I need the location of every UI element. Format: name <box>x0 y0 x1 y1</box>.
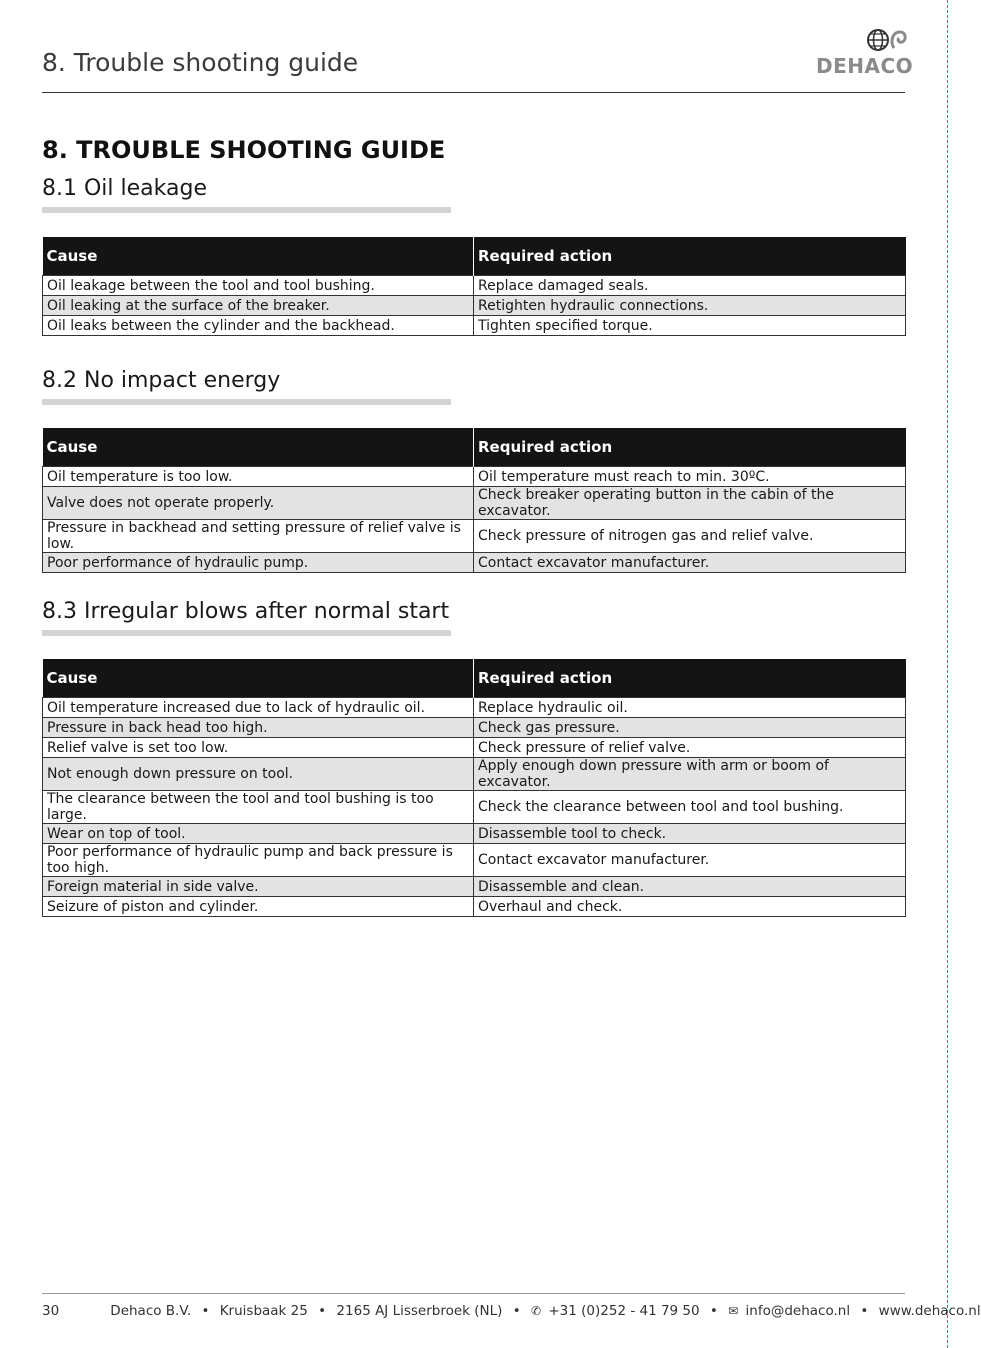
page-header-title: 8. Trouble shooting guide <box>42 48 359 77</box>
header-divider <box>42 92 905 93</box>
cause-cell: Pressure in backhead and setting pressure of relief valve is low. <box>43 520 474 553</box>
cause-cell: Wear on top of tool. <box>43 824 474 844</box>
table-row <box>43 791 906 824</box>
footer-company: Dehaco B.V. <box>110 1303 192 1319</box>
table-row <box>43 844 906 877</box>
table-row <box>43 296 906 316</box>
dehaco-logo <box>816 26 914 78</box>
cause-cell: Seizure of piston and cylinder. <box>43 897 474 917</box>
table-row <box>43 316 906 336</box>
footer-street: Kruisbaak 25 <box>219 1303 308 1319</box>
column-header-required-action: Required action <box>474 659 906 698</box>
cause-cell: Pressure in back head too high. <box>43 718 474 738</box>
action-cell: Replace hydraulic oil. <box>474 698 906 718</box>
table-row <box>43 276 906 296</box>
page-number: 30 <box>42 1303 60 1319</box>
footer-city: 2165 AJ Lisserbroek (NL) <box>336 1303 503 1319</box>
cause-cell: Relief valve is set too low. <box>43 738 474 758</box>
action-cell: Contact excavator manufacturer. <box>474 553 906 573</box>
action-cell: Check the clearance between tool and tool bushing. <box>474 791 906 824</box>
envelope-icon: ✉ <box>728 1304 739 1318</box>
column-header-required-action: Required action <box>474 428 906 467</box>
cause-cell: Poor performance of hydraulic pump and back pressure is too high. <box>43 844 474 877</box>
column-header-required-action: Required action <box>474 237 906 276</box>
column-header-cause: Cause <box>43 237 474 276</box>
action-cell: Retighten hydraulic connections. <box>474 296 906 316</box>
action-cell: Oil temperature must reach to min. 30ºC. <box>474 467 906 487</box>
footer-website[interactable]: www.dehaco.nl <box>878 1303 981 1319</box>
table-row <box>43 698 906 718</box>
section-title-oil-leakage: 8.1 Oil leakage <box>42 176 207 201</box>
action-cell: Check gas pressure. <box>474 718 906 738</box>
cause-cell: Foreign material in side valve. <box>43 877 474 897</box>
cause-cell: Oil leakage between the tool and tool bushing. <box>43 276 474 296</box>
footer-separator: • <box>512 1303 521 1319</box>
logo-wordmark: DEHACO <box>816 54 914 78</box>
action-cell: Apply enough down pressure with arm or boom of excavator. <box>474 758 906 791</box>
cause-cell: Oil temperature is too low. <box>43 467 474 487</box>
footer-email[interactable]: info@dehaco.nl <box>745 1303 851 1319</box>
footer-separator: • <box>860 1303 869 1319</box>
cause-cell: Poor performance of hydraulic pump. <box>43 553 474 573</box>
cause-cell: Valve does not operate properly. <box>43 487 474 520</box>
table-no-impact-energy <box>42 428 906 573</box>
table-row <box>43 897 906 917</box>
action-cell: Contact excavator manufacturer. <box>474 844 906 877</box>
section-underline-bar <box>42 399 451 405</box>
section-underline-bar <box>42 207 451 213</box>
action-cell: Overhaul and check. <box>474 897 906 917</box>
table-header-row <box>43 659 906 698</box>
table-irregular-blows <box>42 659 906 917</box>
section-title-irregular-blows: 8.3 Irregular blows after normal start <box>42 599 450 624</box>
cause-cell: Oil leaks between the cylinder and the backhead. <box>43 316 474 336</box>
action-cell: Check breaker operating button in the cabin of the excavator. <box>474 487 906 520</box>
action-cell: Replace damaged seals. <box>474 276 906 296</box>
table-row <box>43 738 906 758</box>
table-row <box>43 467 906 487</box>
main-title: 8. TROUBLE SHOOTING GUIDE <box>42 136 446 164</box>
column-header-cause: Cause <box>43 659 474 698</box>
section-underline-bar <box>42 630 451 636</box>
table-oil-leakage <box>42 237 906 336</box>
table-row <box>43 487 906 520</box>
cause-cell: Oil temperature increased due to lack of hydraulic oil. <box>43 698 474 718</box>
footer-divider <box>42 1293 905 1294</box>
page-edge-dashed-line <box>947 0 948 1348</box>
cause-cell: Not enough down pressure on tool. <box>43 758 474 791</box>
footer-phone: +31 (0)252 - 41 79 50 <box>548 1303 700 1319</box>
cause-cell: The clearance between the tool and tool bushing is too large. <box>43 791 474 824</box>
action-cell: Tighten specified torque. <box>474 316 906 336</box>
action-cell: Check pressure of nitrogen gas and relief valve. <box>474 520 906 553</box>
action-cell: Check pressure of relief valve. <box>474 738 906 758</box>
section-title-no-impact-energy: 8.2 No impact energy <box>42 368 281 393</box>
table-row <box>43 520 906 553</box>
globe-icon <box>864 26 908 56</box>
page-footer <box>42 1303 981 1319</box>
table-header-row <box>43 237 906 276</box>
table-header-row <box>43 428 906 467</box>
footer-separator: • <box>201 1303 210 1319</box>
table-row <box>43 758 906 791</box>
table-row <box>43 553 906 573</box>
footer-separator: • <box>318 1303 327 1319</box>
table-row <box>43 824 906 844</box>
cause-cell: Oil leaking at the surface of the breaker. <box>43 296 474 316</box>
table-row <box>43 718 906 738</box>
action-cell: Disassemble and clean. <box>474 877 906 897</box>
action-cell: Disassemble tool to check. <box>474 824 906 844</box>
table-row <box>43 877 906 897</box>
column-header-cause: Cause <box>43 428 474 467</box>
phone-icon: ✆ <box>531 1304 542 1318</box>
footer-separator: • <box>709 1303 718 1319</box>
